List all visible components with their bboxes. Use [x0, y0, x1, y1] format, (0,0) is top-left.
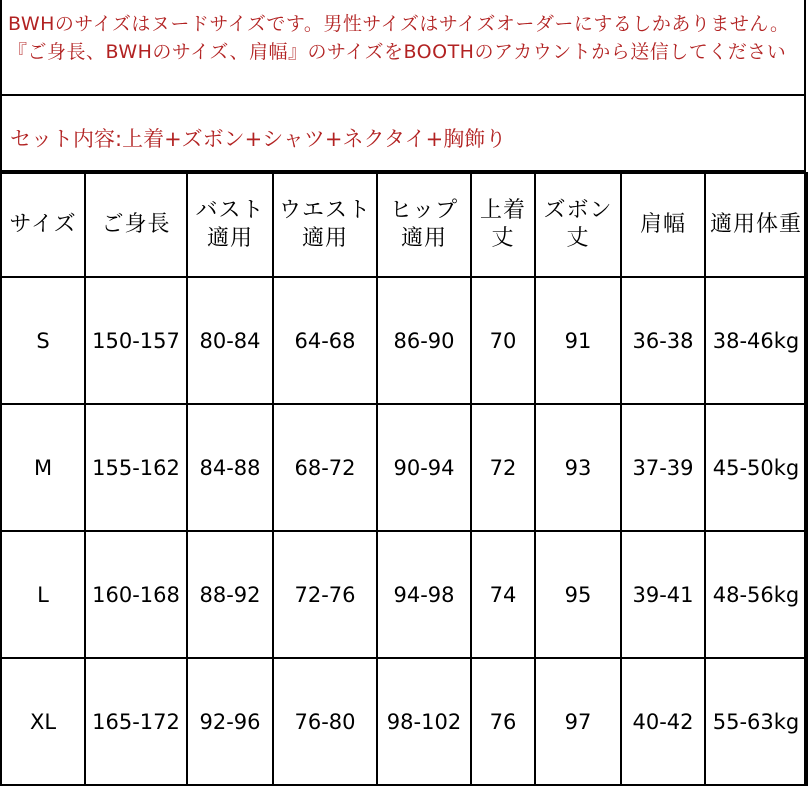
- cell-size: S: [1, 277, 85, 404]
- cell-weight: 48-56kg: [705, 531, 807, 658]
- cell-weight: 55-63kg: [705, 658, 807, 785]
- cell-shoulder: 37-39: [621, 404, 705, 531]
- size-notice: [2, 0, 804, 96]
- header-height: ご身長: [85, 173, 187, 277]
- cell-shoulder: 40-42: [621, 658, 705, 785]
- cell-pants-length: 91: [535, 277, 621, 404]
- cell-hip: 90-94: [377, 404, 471, 531]
- cell-pants-length: 95: [535, 531, 621, 658]
- header-shoulder: 肩幅: [621, 173, 705, 277]
- header-pants-length: ズボン 丈: [535, 173, 621, 277]
- cell-weight: 45-50kg: [705, 404, 807, 531]
- cell-bust: 84-88: [187, 404, 273, 531]
- cell-height: 150-157: [85, 277, 187, 404]
- cell-pants-length: 93: [535, 404, 621, 531]
- cell-height: 165-172: [85, 658, 187, 785]
- cell-shoulder: 36-38: [621, 277, 705, 404]
- table-row: [1, 404, 807, 531]
- cell-bust: 80-84: [187, 277, 273, 404]
- header-waist: ウエスト 適用: [273, 173, 377, 277]
- cell-waist: 64-68: [273, 277, 377, 404]
- table-row: [1, 277, 807, 404]
- size-table: [0, 172, 808, 786]
- cell-jacket-length: 72: [471, 404, 535, 531]
- table-row: [1, 658, 807, 785]
- cell-hip: 86-90: [377, 277, 471, 404]
- size-table-header-row: [1, 173, 807, 277]
- cell-shoulder: 39-41: [621, 531, 705, 658]
- cell-size: M: [1, 404, 85, 531]
- cell-height: 155-162: [85, 404, 187, 531]
- header-jacket-length: 上着 丈: [471, 173, 535, 277]
- set-contents: [2, 96, 804, 172]
- header-weight: 適用体重: [705, 173, 807, 277]
- cell-size: L: [1, 531, 85, 658]
- cell-size: XL: [1, 658, 85, 785]
- cell-jacket-length: 76: [471, 658, 535, 785]
- cell-bust: 88-92: [187, 531, 273, 658]
- header-bust: バスト 適用: [187, 173, 273, 277]
- size-notice-text: BWHのサイズはヌードサイズです。男性サイズはサイズオーダーにするしかありません。『ご身長、BWHのサイズ、肩幅』のサイズをBOOTHのアカウントから送信してください: [8, 13, 790, 63]
- header-size: サイズ: [1, 173, 85, 277]
- cell-hip: 98-102: [377, 658, 471, 785]
- cell-waist: 76-80: [273, 658, 377, 785]
- cell-weight: 38-46kg: [705, 277, 807, 404]
- header-hip: ヒップ 適用: [377, 173, 471, 277]
- cell-jacket-length: 74: [471, 531, 535, 658]
- cell-pants-length: 97: [535, 658, 621, 785]
- cell-waist: 68-72: [273, 404, 377, 531]
- cell-waist: 72-76: [273, 531, 377, 658]
- cell-jacket-length: 70: [471, 277, 535, 404]
- cell-height: 160-168: [85, 531, 187, 658]
- set-contents-text: セット内容:上着+ズボン+シャツ+ネクタイ+胸飾り: [10, 127, 507, 151]
- cell-hip: 94-98: [377, 531, 471, 658]
- cell-bust: 92-96: [187, 658, 273, 785]
- table-row: [1, 531, 807, 658]
